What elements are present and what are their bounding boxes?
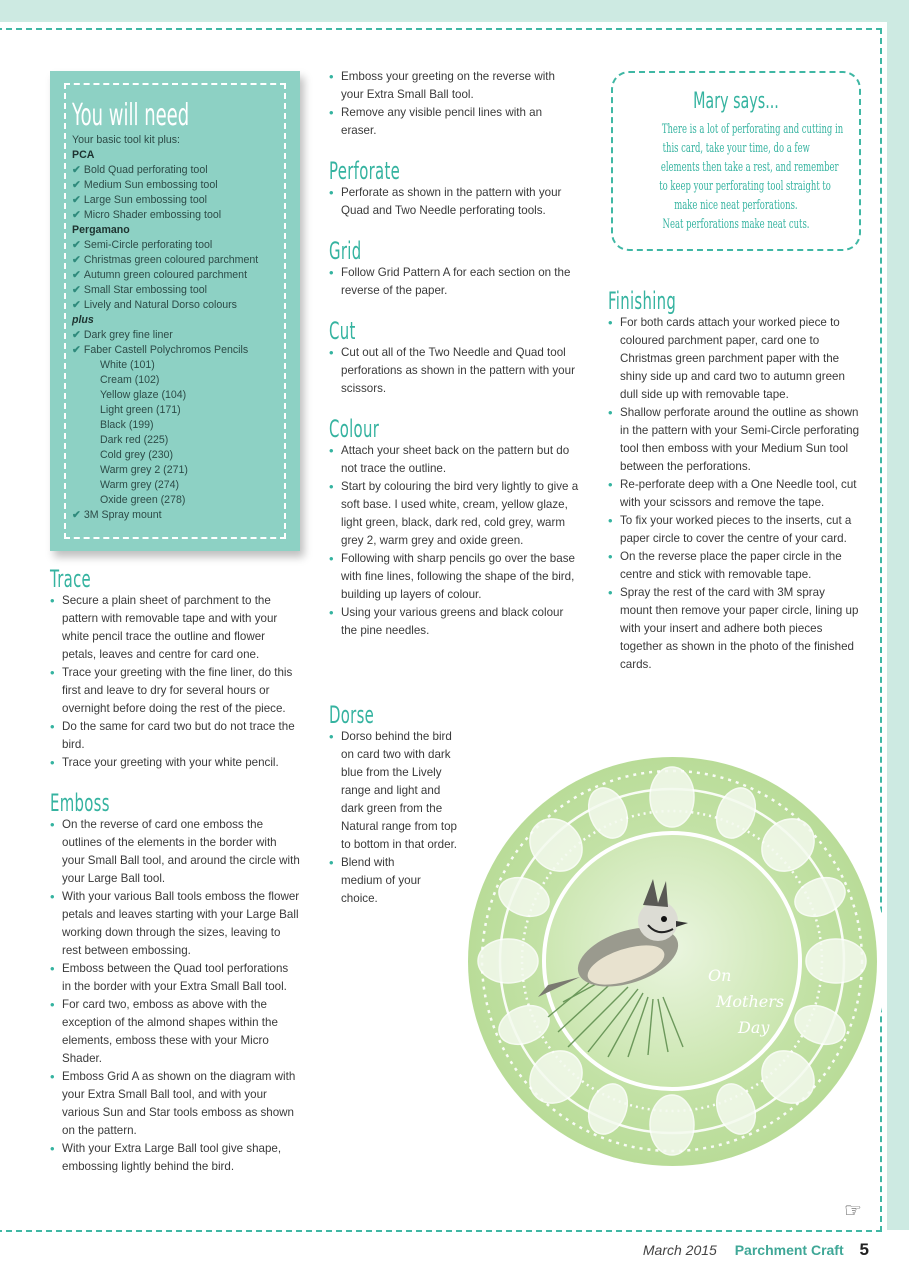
check-icon: ✔ bbox=[72, 254, 81, 266]
list-item: • For both cards attach your worked piece to coloured parchment paper, card one to Christmas green parchment paper with the shiny side up and card two to autumn green dull side up with removable tape. bbox=[608, 314, 860, 404]
perforate-heading: Perforate bbox=[329, 157, 401, 185]
list-item: • With your various Ball tools emboss the flower petals and leaves starting with your Large Ball working down through the sizes, leaving to rest between embossing. bbox=[50, 888, 300, 960]
pencil-item: White (101) bbox=[100, 359, 155, 371]
check-icon: ✔ bbox=[72, 509, 81, 521]
card-illustration bbox=[468, 757, 877, 1166]
pencil-item: Light green (171) bbox=[100, 404, 181, 416]
mary-says-title: Mary says... bbox=[693, 89, 779, 114]
left-column bbox=[50, 565, 300, 1198]
cut-heading: Cut bbox=[329, 317, 356, 345]
list-item: • On the reverse place the paper circle in the centre and stick with removable tape. bbox=[608, 548, 860, 584]
top-band bbox=[0, 0, 909, 22]
need-item: ✔ Dark grey fine liner bbox=[72, 329, 173, 341]
trace-heading: Trace bbox=[50, 565, 92, 593]
need-item: ✔ Autumn green coloured parchment bbox=[72, 269, 248, 281]
emboss-section bbox=[50, 789, 300, 1176]
page-footer bbox=[643, 1240, 869, 1260]
greeting-line: On bbox=[708, 966, 732, 985]
emboss-continued-section bbox=[329, 68, 579, 140]
check-icon: ✔ bbox=[72, 239, 81, 251]
list-item: • Blend with medium of your choice. bbox=[329, 854, 421, 908]
mary-says-text: There is a lot of perforating and cutting in this card, take your time, do a few elements then take a rest, and remember to keep your perforating tool straight to make nice neat perforations. Neat perforations make neat cuts. bbox=[659, 122, 844, 232]
perforate-section bbox=[329, 157, 579, 220]
check-icon: ✔ bbox=[72, 164, 81, 176]
page-number: 5 bbox=[859, 1240, 869, 1259]
you-will-need-box bbox=[50, 71, 300, 551]
list-item: • To fix your worked pieces to the inserts, cut a paper circle to cover the centre of your card. bbox=[608, 512, 860, 548]
list-item: • For card two, emboss as above with the exception of the almond shapes within the elements, emboss these with your Micro Shader. bbox=[50, 996, 300, 1068]
list-item: • On the reverse of card one emboss the outlines of the elements in the border with your Small Ball tool, and around the circle with your Large Ball tool. bbox=[50, 816, 300, 888]
need-item: ✔ Bold Quad perforating tool bbox=[72, 164, 208, 176]
emboss-heading: Emboss bbox=[50, 789, 110, 817]
you-will-need-title: You will need bbox=[72, 98, 190, 133]
greeting-line: Day bbox=[738, 1018, 770, 1037]
pca-heading: PCA bbox=[72, 149, 95, 161]
pencil-item: Warm grey (274) bbox=[100, 479, 180, 491]
need-item: ✔ Large Sun embossing tool bbox=[72, 194, 207, 206]
grid-section bbox=[329, 237, 579, 300]
pencil-item: Dark red (225) bbox=[100, 434, 169, 446]
check-icon: ✔ bbox=[72, 344, 81, 356]
list-item: • Re-perforate deep with a One Needle tool, cut with your scissors and remove the tape. bbox=[608, 476, 860, 512]
list-item: • Secure a plain sheet of parchment to the pattern with removable tape and with your white pencil trace the outline and flower petals, leaves and centre for card one. bbox=[50, 592, 300, 664]
finishing-section bbox=[608, 287, 860, 674]
need-item: ✔ Small Star embossing tool bbox=[72, 284, 207, 296]
you-will-need-intro: Your basic tool kit plus: bbox=[72, 134, 180, 146]
check-icon: ✔ bbox=[72, 179, 81, 191]
right-band bbox=[887, 0, 909, 1230]
list-item: • Cut out all of the Two Needle and Quad tool perforations as shown in the pattern with your scissors. bbox=[329, 344, 579, 398]
list-item: • Spray the rest of the card with 3M spray mount then remove your paper circle, lining up with your insert and adhere both pieces together as shown in the photo of the finished cards. bbox=[608, 584, 860, 674]
list-item: • Trace your greeting with your white pencil. bbox=[50, 754, 300, 772]
check-icon: ✔ bbox=[72, 299, 81, 311]
pencil-item: Cream (102) bbox=[100, 374, 160, 386]
cut-section bbox=[329, 317, 579, 398]
pencil-item: Cold grey (230) bbox=[100, 449, 174, 461]
list-item: • Following with sharp pencils go over the base with fine lines, following the shape of the bird, building up layers of colour. bbox=[329, 550, 579, 604]
magazine-name: Parchment Craft bbox=[734, 1242, 844, 1258]
check-icon: ✔ bbox=[72, 269, 81, 281]
colour-heading: Colour bbox=[329, 415, 380, 443]
list-item: • Remove any visible pencil lines with an eraser. bbox=[329, 104, 579, 140]
list-item: • Using your various greens and black colour the pine needles. bbox=[329, 604, 579, 640]
check-icon: ✔ bbox=[72, 329, 81, 341]
list-item: • Dorso behind the bird on card two with dark blue from the Lively range and light and dark green from the Natural range from top to bottom in that order. bbox=[329, 728, 466, 854]
need-item: ✔ Christmas green coloured parchment bbox=[72, 254, 259, 266]
check-icon: ✔ bbox=[72, 194, 81, 206]
list-item: • Perforate as shown in the pattern with your Quad and Two Needle perforating tools. bbox=[329, 184, 579, 220]
pencil-item: Oxide green (278) bbox=[100, 494, 186, 506]
list-item: • Follow Grid Pattern A for each section on the reverse of the paper. bbox=[329, 264, 579, 300]
list-item: • Shallow perforate around the outline as shown in the pattern with your Semi-Circle perforating tool then emboss with your Medium Sun tool between the perforations. bbox=[608, 404, 860, 476]
list-item: • Do the same for card two but do not trace the bird. bbox=[50, 718, 300, 754]
colour-section bbox=[329, 415, 579, 640]
check-icon: ✔ bbox=[72, 284, 81, 296]
list-item: • Emboss Grid A as shown on the diagram with your Extra Small Ball tool, and with your various Sun and Star tools emboss as shown on the pattern. bbox=[50, 1068, 300, 1140]
greeting-line: Mothers bbox=[716, 992, 785, 1011]
card-photo bbox=[468, 757, 877, 1166]
finishing-heading: Finishing bbox=[608, 287, 677, 315]
pointing-hand-icon: ☞ bbox=[844, 1200, 862, 1222]
pencil-item: Black (199) bbox=[100, 419, 154, 431]
list-item: • Attach your sheet back on the pattern but do not trace the outline. bbox=[329, 442, 579, 478]
list-item: • Trace your greeting with the fine liner, do this first and leave to dry for several hours or overnight before doing the rest of the piece. bbox=[50, 664, 300, 718]
list-item: • Emboss your greeting on the reverse with your Extra Small Ball tool. bbox=[329, 68, 579, 104]
need-item: ✔ Micro Shader embossing tool bbox=[72, 209, 222, 221]
pencil-item: Warm grey 2 (271) bbox=[100, 464, 188, 476]
you-will-need-content bbox=[72, 98, 292, 523]
trace-section bbox=[50, 565, 300, 772]
need-item: ✔ Medium Sun embossing tool bbox=[72, 179, 218, 191]
pergamano-heading: Pergamano bbox=[72, 224, 130, 236]
pencil-item: Yellow glaze (104) bbox=[100, 389, 187, 401]
middle-column bbox=[329, 68, 579, 662]
need-item: ✔ Semi-Circle perforating tool bbox=[72, 239, 213, 251]
need-item: ✔ 3M Spray mount bbox=[72, 509, 162, 521]
mary-says-box bbox=[611, 71, 861, 251]
list-item: • With your Extra Large Ball tool give shape, embossing lightly behind the bird. bbox=[50, 1140, 300, 1176]
list-item: • Start by colouring the bird very lightly to give a soft base. I used white, cream, yellow glaze, light green, black, dark red, cold grey, warm grey 2, warm grey and oxide green. bbox=[329, 478, 579, 550]
dorse-heading: Dorse bbox=[329, 701, 375, 729]
grid-heading: Grid bbox=[329, 237, 362, 265]
check-icon: ✔ bbox=[72, 209, 81, 221]
right-column bbox=[608, 287, 860, 696]
need-item: ✔ Faber Castell Polychromos Pencils bbox=[72, 344, 249, 356]
plus-heading: plus bbox=[72, 314, 94, 326]
need-item: ✔ Lively and Natural Dorso colours bbox=[72, 299, 237, 311]
issue-date: March 2015 bbox=[642, 1242, 717, 1258]
list-item: • Emboss between the Quad tool perforations in the border with your Extra Small Ball tool. bbox=[50, 960, 300, 996]
